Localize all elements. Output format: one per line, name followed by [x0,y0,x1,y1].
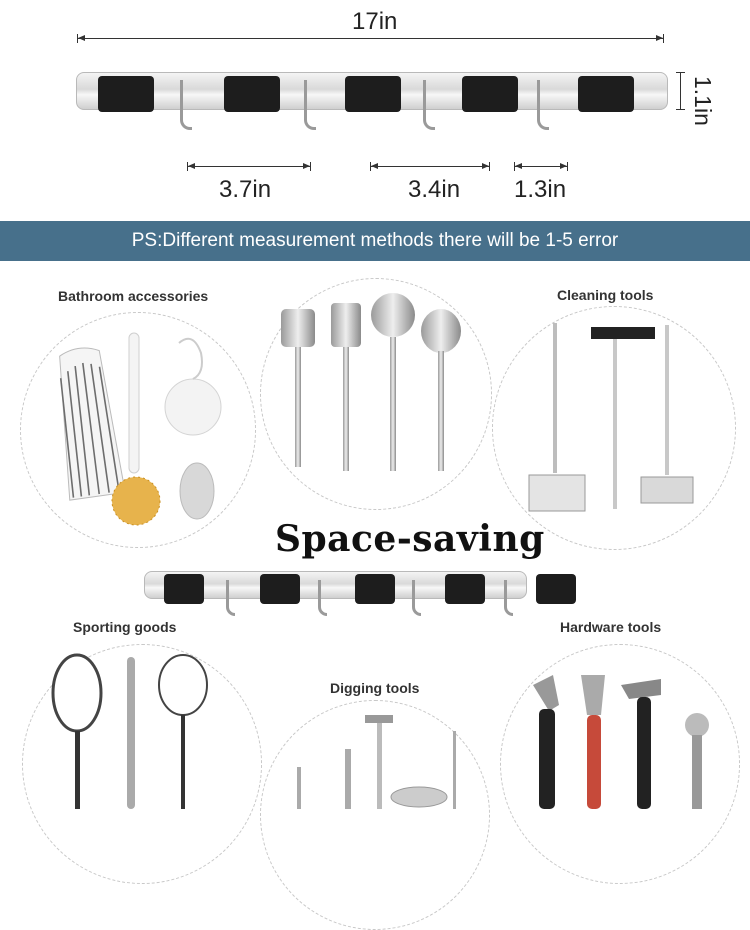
spacing-a-label: 3.7in [219,176,272,203]
height-label: 1.1in [690,76,716,126]
hardware-tools-illustration [501,645,741,809]
digging-tools-circle [260,700,490,930]
kitchen-utensils-circle [260,278,492,510]
category-label-bathroom: Bathroom accessories [58,288,209,304]
kitchen-utensils-illustration [261,279,493,511]
length-label: 17in [352,8,398,35]
category-label-hardware: Hardware tools [560,619,662,635]
sporting-goods-circle [22,644,262,884]
space-saving-headline: Space-saving [275,518,545,560]
bathroom-items-illustration [21,313,257,549]
sporting-goods-illustration [23,645,263,809]
category-label-digging: Digging tools [330,680,420,696]
category-label-sporting: Sporting goods [73,619,177,635]
cleaning-tools-illustration [493,307,737,551]
measurement-note-banner: PS:Different measurement methods there will be 1-5 error [0,221,750,261]
spacing-b-label: 3.4in [408,176,461,203]
length-arrow [77,38,664,39]
bathroom-accessories-circle [20,312,256,548]
hardware-tools-circle [500,644,740,884]
digging-tools-illustration [261,701,491,809]
spacing-c-label: 1.3in [514,176,567,203]
cleaning-tools-circle [492,306,736,550]
category-label-cleaning: Cleaning tools [557,287,654,303]
